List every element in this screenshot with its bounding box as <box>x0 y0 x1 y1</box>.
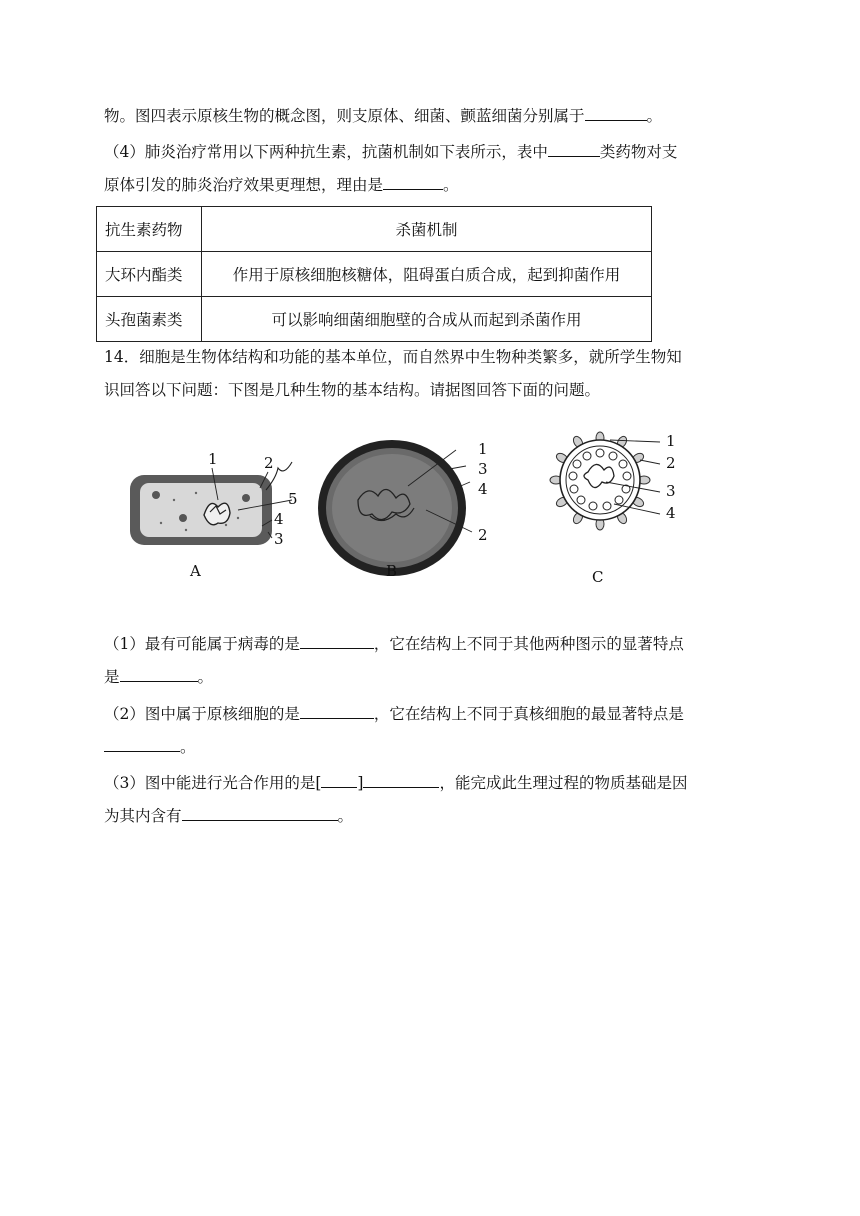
answer-blank[interactable] <box>300 702 374 719</box>
text: 。 <box>443 176 459 194</box>
text: 。 <box>197 668 214 686</box>
panel-label-a: A <box>190 562 201 580</box>
text-line <box>104 771 688 794</box>
table-header-cell: 杀菌机制 <box>202 207 652 252</box>
question-text: 14．细胞是生物体结构和功能的基本单位，而自然界中生物种类繁多，就所学生物知 <box>104 348 682 366</box>
panel-label-c: C <box>592 568 604 586</box>
text-line <box>104 632 684 655</box>
panel-label-b: B <box>386 562 398 580</box>
text: ，它在结构上不同于其他两种图示的显著特点 <box>373 635 684 653</box>
text: （2）图中属于原核细胞的是 <box>104 705 300 723</box>
text: 原体引发的肺炎治疗效果更理想，理由是 <box>104 176 384 194</box>
table-cell: 作用于原核细胞核糖体，阻碍蛋白质合成，起到抑菌作用 <box>202 252 652 297</box>
panel-a <box>130 462 292 545</box>
text: 为其内含有 <box>104 807 182 825</box>
answer-blank[interactable] <box>383 173 443 190</box>
text: （4）肺炎治疗常用以下两种抗生素，抗菌机制如下表所示，表中 <box>104 143 548 161</box>
text: 。 <box>646 107 663 125</box>
text-line <box>104 173 459 196</box>
table-row <box>97 252 652 297</box>
text: 物。图四表示原核生物的概念图，则支原体、细菌、颤蓝细菌分别属于 <box>104 107 585 125</box>
panel-c <box>550 432 660 530</box>
table-row <box>97 297 652 342</box>
answer-blank[interactable] <box>321 771 357 788</box>
figure-number-label: 4 <box>666 504 676 522</box>
answer-blank[interactable] <box>120 665 198 682</box>
panel-b <box>318 440 472 576</box>
answer-blank[interactable] <box>363 771 439 788</box>
antibiotic-table <box>96 206 652 342</box>
text-line <box>104 702 684 725</box>
table-cell: 可以影响细菌细胞壁的合成从而起到杀菌作用 <box>202 297 652 342</box>
text: ] <box>357 774 364 792</box>
text-line <box>104 665 213 688</box>
figure-number-label: 5 <box>288 490 298 508</box>
figure-number-label: 1 <box>478 440 488 458</box>
text: 。 <box>180 738 196 756</box>
answer-blank[interactable] <box>182 804 338 821</box>
figure-number-label: 3 <box>274 530 284 548</box>
figure-number-label: 2 <box>264 454 274 472</box>
question-text: 识回答以下问题：下图是几种生物的基本结构。请据图回答下面的问题。 <box>104 381 601 399</box>
figure-number-label: 2 <box>478 526 488 544</box>
text: 是 <box>104 668 120 686</box>
answer-blank[interactable] <box>548 140 600 157</box>
text-line <box>104 804 353 827</box>
figure-number-label: 4 <box>274 510 284 528</box>
text: 。 <box>337 807 354 825</box>
text-line <box>104 104 662 127</box>
text: （1）最有可能属于病毒的是 <box>104 635 300 653</box>
figure-svg <box>126 420 686 590</box>
answer-blank[interactable] <box>104 735 180 752</box>
cell-structure-figure <box>126 420 686 594</box>
text: ，它在结构上不同于真核细胞的最显著特点是 <box>373 705 684 723</box>
text: （3）图中能进行光合作用的是[ <box>104 774 322 792</box>
text-line <box>104 140 677 163</box>
figure-number-label: 2 <box>666 454 676 472</box>
table-header-cell: 抗生素药物 <box>97 207 202 252</box>
figure-number-label: 4 <box>478 480 488 498</box>
table-cell: 大环内酯类 <box>97 252 202 297</box>
text: 类药物对支 <box>599 143 678 161</box>
figure-number-label: 1 <box>208 450 218 468</box>
table-row <box>97 207 652 252</box>
figure-number-label: 3 <box>478 460 488 478</box>
text-line <box>104 735 196 758</box>
answer-blank[interactable] <box>300 632 374 649</box>
text: ，能完成此生理过程的物质基础是因 <box>439 774 688 792</box>
figure-number-label: 3 <box>666 482 676 500</box>
answer-blank[interactable] <box>585 104 647 121</box>
figure-number-label: 1 <box>666 432 676 450</box>
table-cell: 头孢菌素类 <box>97 297 202 342</box>
